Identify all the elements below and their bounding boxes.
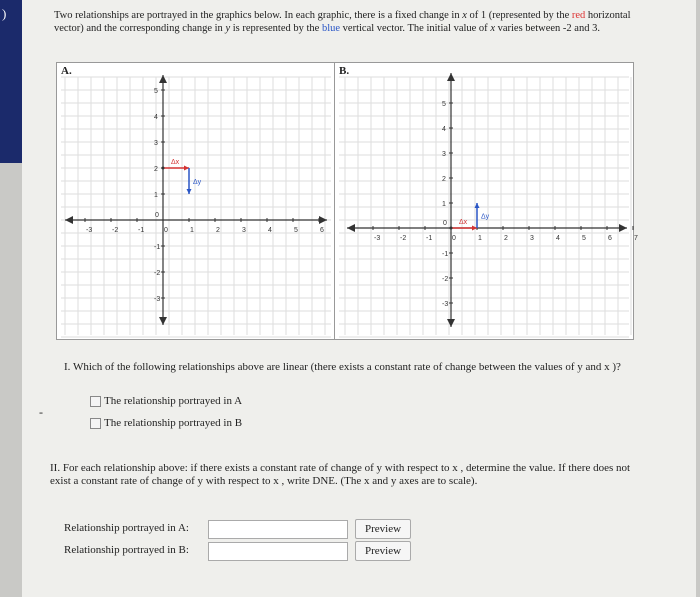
preview-a-button[interactable]: Preview [355, 519, 411, 539]
x-tick-label: 5 [294, 227, 298, 234]
y-tick-label: 2 [442, 176, 446, 183]
y-tick-label: 4 [442, 126, 446, 133]
x-tick-label: 6 [608, 235, 612, 242]
x-tick-label: 0 [452, 235, 456, 242]
x-axis-arrow-left [65, 216, 73, 224]
y-tick-label: -3 [154, 296, 161, 303]
part2-prompt: II. For each relationship above: if there exists a constant rate of change of y with respect to x , determine the value. If there does not exist a constant rate of change of y with respect to x , write DNE. (The x and y axes are to scale). [50, 462, 631, 487]
x-tick-label: 4 [268, 227, 272, 234]
relationship-a-label: Relationship portrayed in A: [64, 522, 189, 534]
y-tick-label: 5 [154, 88, 158, 95]
relationship-b-input[interactable] [208, 542, 348, 561]
x-axis-arrow-left [347, 224, 355, 232]
y-tick-label: -1 [442, 251, 449, 258]
graph-a-label: A. [61, 65, 72, 77]
y-tick-label: 4 [154, 114, 158, 121]
y-tick-label: -3 [442, 301, 449, 308]
y-tick-label: 1 [442, 201, 446, 208]
y-tick-label: -2 [442, 276, 449, 283]
vector-start-point [450, 227, 453, 230]
x-axis-arrow-right [319, 216, 327, 224]
option-b[interactable] [90, 417, 242, 429]
x-tick-label: -3 [374, 235, 381, 242]
x-tick-label: 1 [478, 235, 482, 242]
x-tick-label: 2 [216, 227, 220, 234]
part1-prompt: I. Which of the following relationships above are linear (there exists a constant rate of change between the values of y and x )? [64, 361, 621, 373]
y-tick-label: 3 [154, 140, 158, 147]
y-tick-label: 1 [154, 192, 158, 199]
x-axis-arrow-right [619, 224, 627, 232]
origin-label: 0 [443, 220, 447, 227]
y-axis-arrow-up [159, 75, 167, 83]
y-tick-label: 2 [154, 166, 158, 173]
question-intro: Two relationships are portrayed in the graphics below. In each graphic, there is a fixed change in x of 1 (represented by the red horizontal vector) and the corresponding change in y is represented by the blue vertical vector. The initial value of x varies between -2 and 3. [54, 10, 631, 34]
x-tick-label: 7 [634, 235, 638, 242]
left-sidebar [0, 0, 22, 163]
x-tick-label: -3 [86, 227, 93, 234]
question-number: ) [2, 6, 7, 21]
origin-label: 0 [155, 212, 159, 219]
y-tick-label: -2 [154, 270, 161, 277]
x-tick-label: -1 [138, 227, 145, 234]
y-tick-label: 3 [442, 151, 446, 158]
y-tick-label: 5 [442, 101, 446, 108]
x-tick-label: 2 [504, 235, 508, 242]
x-tick-label: 5 [582, 235, 586, 242]
x-tick-label: -2 [400, 235, 407, 242]
vector-start-point [162, 167, 165, 170]
graph-b-label: B. [339, 65, 350, 77]
checkbox-a[interactable] [90, 396, 101, 407]
option-a[interactable] [90, 395, 242, 407]
x-tick-label: 3 [530, 235, 534, 242]
graph-a [57, 63, 335, 339]
preview-b-button[interactable]: Preview [355, 541, 411, 561]
y-axis-arrow-down [447, 319, 455, 327]
answer-mark: - [39, 405, 43, 419]
relationship-b-label: Relationship portrayed in B: [64, 544, 189, 556]
x-tick-label: -2 [112, 227, 119, 234]
relationship-a-input[interactable] [208, 520, 348, 539]
graph-a-panel [56, 62, 336, 340]
graph-b [335, 63, 638, 339]
dx-label: Δx [171, 159, 180, 166]
dy-label: Δy [193, 179, 202, 186]
dy-label: Δy [481, 213, 490, 221]
x-tick-label: 0 [164, 227, 168, 234]
x-tick-label: -1 [426, 235, 433, 242]
graph-b-panel [334, 62, 638, 340]
checkbox-b[interactable] [90, 418, 101, 429]
x-tick-label: 6 [320, 227, 324, 234]
x-tick-label: 1 [190, 227, 194, 234]
y-tick-label: -1 [154, 244, 161, 251]
dy-vector-head [187, 189, 192, 194]
question-page [22, 0, 696, 597]
option-b-label: The relationship portrayed in B [104, 417, 243, 429]
x-tick-label: 4 [556, 235, 560, 242]
dx-label: Δx [459, 219, 468, 226]
x-tick-label: 3 [242, 227, 246, 234]
option-a-label: The relationship portrayed in A [104, 395, 243, 407]
